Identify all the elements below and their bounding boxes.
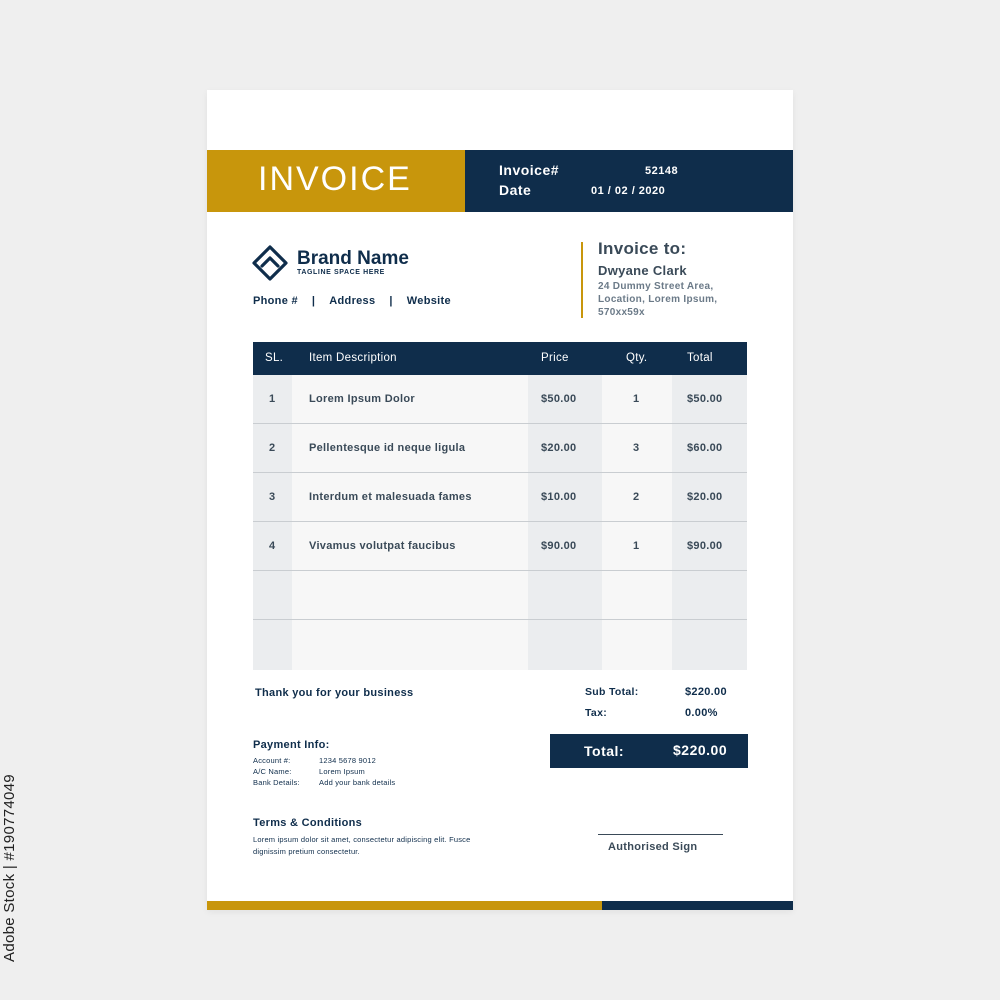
- invoice-number-label: Invoice#: [499, 162, 560, 178]
- payment-info-title: Payment Info:: [253, 739, 330, 751]
- invoice-page: [207, 90, 793, 910]
- tax-label: Tax:: [585, 707, 608, 719]
- header-qty: Qty.: [626, 352, 648, 364]
- thank-you-note: Thank you for your business: [255, 687, 414, 699]
- client-address: 24 Dummy Street Area, Location, Lorem Ipsum, 570xx59x: [598, 281, 718, 318]
- terms-title: Terms & Conditions: [253, 817, 363, 829]
- contact-phone: Phone #: [253, 295, 298, 307]
- total-label: Total:: [584, 743, 625, 759]
- stock-credit: Adobe Stock | #190774049: [1, 774, 18, 962]
- payment-key: A/C Name:: [253, 767, 292, 776]
- row-total: $20.00: [687, 491, 723, 503]
- row-qty: 3: [633, 442, 640, 454]
- invoice-title: INVOICE: [258, 160, 412, 198]
- table-row-empty: [253, 571, 747, 620]
- table-row: [253, 375, 747, 424]
- brand-tagline: TAGLINE SPACE HERE: [297, 269, 385, 276]
- footer-gold-band: [207, 901, 602, 910]
- payment-row: [253, 767, 365, 776]
- row-total: $60.00: [687, 442, 723, 454]
- row-sl: 3: [269, 491, 276, 503]
- header-price: Price: [541, 352, 569, 364]
- contact-separator: |: [389, 295, 393, 307]
- total-value: $220.00: [673, 742, 728, 758]
- contact-separator: |: [311, 295, 316, 307]
- row-qty: 1: [633, 540, 640, 552]
- footer-navy-band: [602, 901, 793, 910]
- invoice-number-value: 52148: [645, 165, 679, 177]
- row-description: Vivamus volutpat faucibus: [309, 540, 456, 552]
- table-row: [253, 522, 747, 571]
- row-price: $90.00: [541, 540, 577, 552]
- grand-total-box: [550, 734, 748, 768]
- subtotal-label: Sub Total:: [585, 686, 639, 698]
- row-description: Interdum et malesuada fames: [309, 491, 472, 503]
- payment-value: Lorem Ipsum: [319, 767, 365, 776]
- header-description: Item Description: [309, 352, 397, 364]
- row-sl: 1: [269, 393, 276, 405]
- row-sl: 4: [269, 540, 276, 552]
- header-total: Total: [687, 352, 713, 364]
- invoice-to-accent-bar: [581, 242, 583, 318]
- row-price: $20.00: [541, 442, 577, 454]
- payment-row: [253, 756, 376, 765]
- payment-value: Add your bank details: [319, 778, 396, 787]
- row-total: $50.00: [687, 393, 723, 405]
- payment-key: Account #:: [253, 756, 291, 765]
- client-name: Dwyane Clark: [598, 263, 687, 278]
- row-qty: 1: [633, 393, 640, 405]
- payment-key: Bank Details:: [253, 778, 300, 787]
- table-row: [253, 473, 747, 522]
- brand-name: Brand Name: [297, 248, 409, 269]
- row-price: $10.00: [541, 491, 577, 503]
- table-row-empty: [253, 620, 747, 670]
- row-price: $50.00: [541, 393, 577, 405]
- diamond-house-logo-icon: [251, 244, 289, 282]
- header-sl: SL.: [265, 352, 284, 364]
- row-description: Pellentesque id neque ligula: [309, 442, 466, 454]
- row-total: $90.00: [687, 540, 723, 552]
- header-title-band: [207, 150, 465, 212]
- table-row: [253, 424, 747, 473]
- row-qty: 2: [633, 491, 640, 503]
- items-table: [253, 342, 747, 670]
- payment-row: [253, 778, 395, 787]
- date-label: Date: [499, 182, 532, 198]
- invoice-to-title: Invoice to:: [598, 239, 687, 258]
- signature-line: [598, 834, 723, 835]
- row-description: Lorem Ipsum Dolor: [309, 393, 415, 405]
- table-header: [253, 342, 747, 375]
- row-sl: 2: [269, 442, 276, 454]
- brand-contacts: [253, 295, 451, 307]
- contact-address: Address: [329, 295, 376, 307]
- contact-website: Website: [406, 295, 451, 307]
- header-meta-band: [465, 150, 793, 212]
- date-value: 01 / 02 / 2020: [591, 185, 666, 197]
- subtotal-value: $220.00: [685, 686, 727, 698]
- tax-value: 0.00%: [685, 707, 718, 719]
- payment-value: 1234 5678 9012: [319, 756, 377, 765]
- signature-label: Authorised Sign: [608, 841, 698, 853]
- terms-text: Lorem ipsum dolor sit amet, consectetur adipiscing elit. Fusce dignissim pretium consectetur.: [253, 835, 471, 856]
